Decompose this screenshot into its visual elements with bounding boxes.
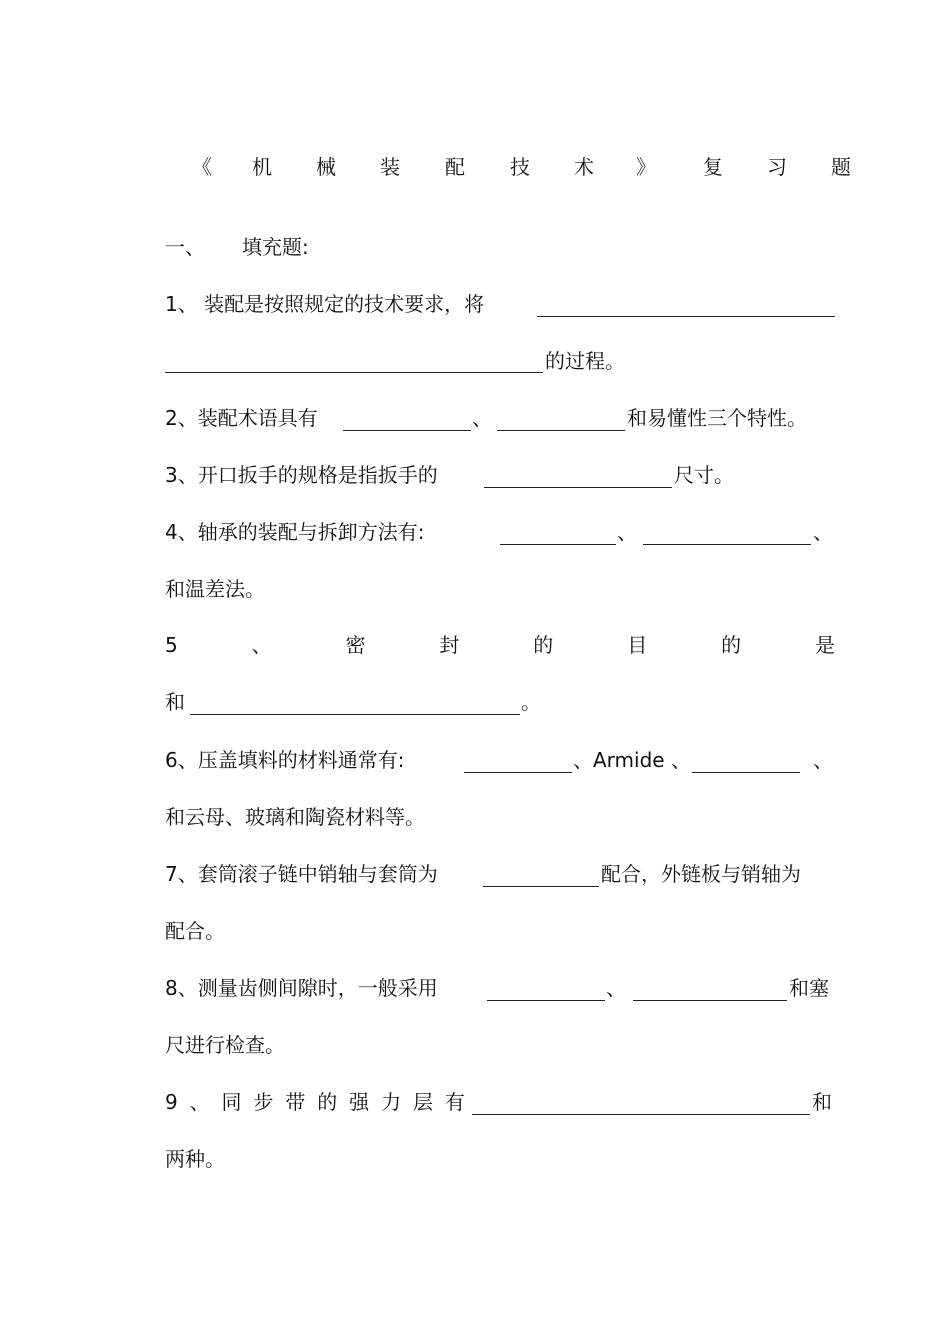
answer-blank [165, 372, 543, 373]
q5-char: 5 [165, 633, 178, 657]
question-2-text: 2、装配术语具有 [165, 406, 318, 430]
q9-char: 强 [349, 1090, 370, 1114]
question-3-tail: 尺寸。 [674, 463, 734, 487]
question-5-lead: 和 [165, 690, 185, 714]
question-8-text: 8、测量齿侧间隙时，一般采用 [165, 976, 438, 1000]
answer-blank [500, 544, 616, 545]
question-8-after: 和塞 [789, 976, 829, 1000]
q9-char: 力 [381, 1090, 402, 1114]
question-3-text: 3、开口扳手的规格是指扳手的 [165, 463, 438, 487]
q9-char: 有 [444, 1090, 465, 1114]
section-heading: 填充题: [242, 235, 309, 259]
q5-char: 目 [627, 633, 648, 657]
question-5-text [165, 633, 835, 657]
question-4-text: 4、轴承的装配与拆卸方法有: [165, 520, 425, 544]
title-char: 《 [192, 155, 212, 179]
title-char: 机 [252, 155, 272, 179]
q9-char: 层 [412, 1090, 433, 1114]
question-7-text: 7、套筒滚子链中销轴与套筒为 [165, 862, 438, 886]
title-char: 配 [445, 155, 465, 179]
q5-char: 、 [251, 633, 272, 657]
question-7-after: 配合，外链板与销轴为 [601, 862, 801, 886]
q9-char: 9 [165, 1090, 178, 1114]
question-1-tail: 的过程。 [545, 349, 625, 373]
question-6-tail: 和云母、玻璃和陶瓷材料等。 [165, 805, 425, 829]
question-9-after: 和 [812, 1090, 832, 1114]
question-7-tail: 配合。 [165, 919, 225, 943]
question-6-separator: 、Armide 、 [573, 748, 691, 772]
question-2-separator: 、 [472, 406, 492, 430]
q5-char: 的 [533, 633, 554, 657]
answer-blank [484, 487, 672, 488]
answer-blank [483, 886, 599, 887]
answer-blank [464, 772, 572, 773]
title-char: 习 [767, 155, 787, 179]
answer-blank [343, 430, 471, 431]
question-4-separator: 、 [617, 520, 637, 544]
answer-blank [487, 1000, 605, 1001]
q9-char: 步 [253, 1090, 274, 1114]
question-1-text: 1、 装配是按照规定的技术要求，将 [165, 292, 485, 316]
answer-blank [692, 772, 800, 773]
title-char: 题 [831, 155, 851, 179]
question-6-text: 6、压盖填料的材料通常有: [165, 748, 405, 772]
question-2-tail: 和易懂性三个特性。 [627, 406, 807, 430]
title-char: 械 [316, 155, 336, 179]
question-9-tail: 两种。 [165, 1147, 225, 1171]
q9-char: 、 [189, 1090, 210, 1114]
q5-char: 是 [814, 633, 835, 657]
title-char: 》 [636, 155, 656, 179]
title-char: 术 [574, 155, 594, 179]
title-char: 技 [510, 155, 530, 179]
answer-blank [497, 430, 625, 431]
q5-char: 封 [439, 633, 460, 657]
q9-char: 的 [317, 1090, 338, 1114]
question-5-tail: 。 [521, 690, 541, 714]
question-6-separator: 、 [813, 748, 833, 772]
section-number: 一、 [165, 235, 205, 259]
title-char: 复 [703, 155, 723, 179]
q5-char: 密 [345, 633, 366, 657]
answer-blank [643, 544, 811, 545]
q9-char: 带 [285, 1090, 306, 1114]
question-8-tail: 尺进行检查。 [165, 1033, 285, 1057]
question-4-tail: 和温差法。 [165, 577, 265, 601]
q9-char: 同 [221, 1090, 242, 1114]
question-8-separator: 、 [606, 976, 626, 1000]
answer-blank [190, 714, 520, 715]
answer-blank [472, 1114, 810, 1115]
q5-char: 的 [721, 633, 742, 657]
answer-blank [537, 316, 835, 317]
title-char: 装 [380, 155, 400, 179]
question-9-text [165, 1090, 465, 1114]
question-4-separator: 、 [813, 520, 833, 544]
answer-blank [633, 1000, 787, 1001]
